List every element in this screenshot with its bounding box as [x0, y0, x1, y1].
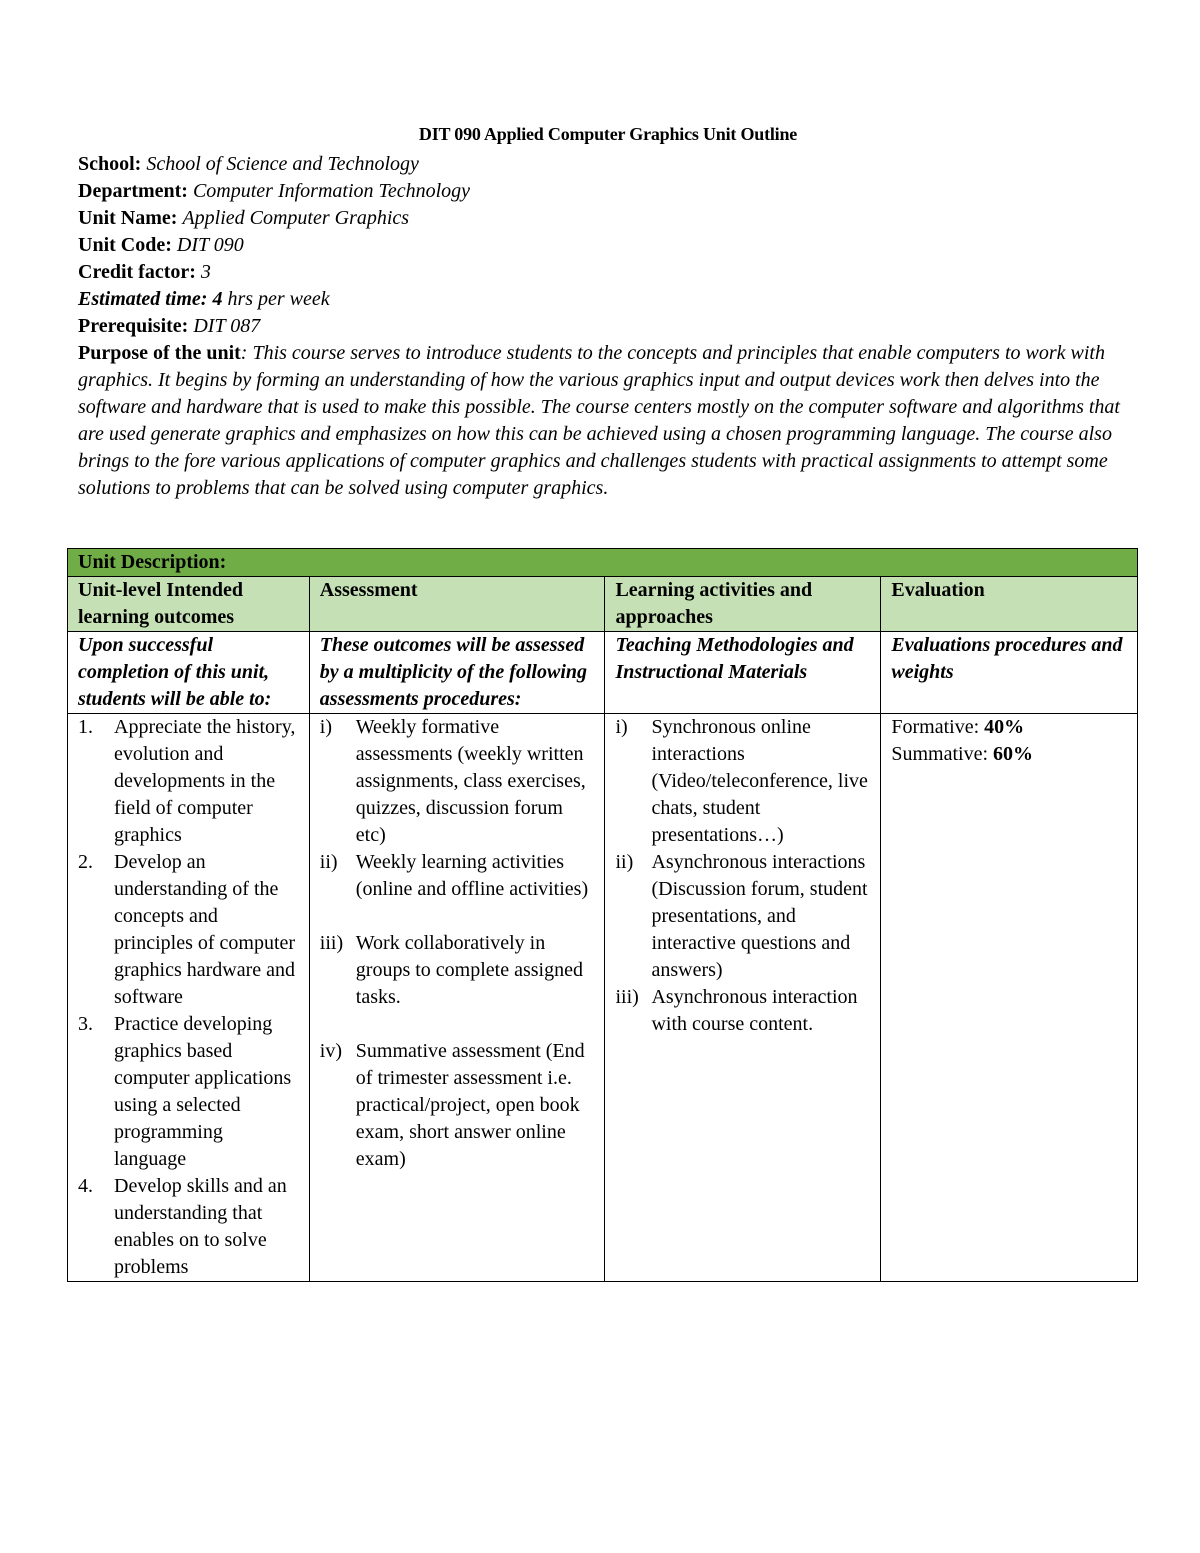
- subheader-assessment: These outcomes will be assessed by a multiplicity of the following assessments procedures:: [309, 632, 605, 714]
- outcome-text: Practice developing graphics based computer applications using a selected programming language: [114, 1013, 292, 1170]
- spacer: [320, 903, 595, 930]
- purpose-text: : This course serves to introduce students to the concepts and principles that enable computers to work with graphics. It begins by forming an understanding of how the various graphics input and output devices work then delves into the software and hardware that is used to make this possible. The course centers mostly on the computer software and algorithms that are used generate graphics and emphasizes on how this can be achieved using a chosen programming language. The course also brings to the fore various applications of computer graphics and challenges students with practical assignments to attempt some solutions to problems that can be solved using computer graphics.: [78, 342, 1120, 499]
- list-marker: ii): [615, 851, 634, 873]
- content-row: [68, 714, 1138, 1282]
- credit-factor-line: [78, 259, 1138, 286]
- estimated-time-unit: hrs per week: [227, 288, 330, 310]
- list-marker: i): [615, 716, 628, 738]
- purpose-paragraph: [78, 340, 1138, 502]
- department-label: Department:: [78, 180, 188, 202]
- outcome-text: Develop an understanding of the concepts and principles of computer graphics hardware and software: [114, 851, 296, 1008]
- assessment-text: Weekly formative assessments (weekly written assignments, class exercises, quizzes, discussion forum etc): [355, 716, 586, 846]
- formative-value: 40%: [984, 716, 1025, 738]
- department-line: [78, 178, 1138, 205]
- outcome-text: Develop skills and an understanding that enables on to solve problems: [114, 1175, 287, 1278]
- list-item: [320, 849, 595, 903]
- list-item: [320, 714, 595, 849]
- list-marker: 3.: [78, 1013, 93, 1035]
- subheader-activities: Teaching Methodologies and Instructional Materials: [605, 632, 881, 714]
- unit-name-line: [78, 205, 1138, 232]
- unit-description-label: Unit Description:: [68, 549, 1138, 577]
- school-line: [78, 151, 1138, 178]
- school-label: School:: [78, 153, 142, 175]
- list-marker: iii): [319, 932, 344, 954]
- unit-description-row: [68, 549, 1138, 577]
- assessment-text: Work collaboratively in groups to complete assigned tasks.: [355, 932, 583, 1008]
- list-item: [78, 714, 299, 849]
- unit-name-value: Applied Computer Graphics: [182, 207, 410, 229]
- document-page: [78, 124, 1138, 502]
- department-value: Computer Information Technology: [192, 180, 470, 202]
- header-activities: Learning activities and approaches: [605, 577, 881, 632]
- summative-value: 60%: [993, 743, 1034, 765]
- list-item: [615, 714, 870, 849]
- list-marker: iv): [319, 1040, 342, 1062]
- assessment-list: [320, 714, 595, 1173]
- purpose-label: Purpose of the unit: [78, 342, 241, 364]
- unit-code-line: [78, 232, 1138, 259]
- prerequisite-line: [78, 313, 1138, 340]
- credit-factor-value: 3: [200, 261, 211, 283]
- estimated-time-line: [78, 286, 1138, 313]
- list-marker: 1.: [78, 716, 93, 738]
- spacer: [320, 1011, 595, 1038]
- list-marker: ii): [319, 851, 338, 873]
- unit-code-value: DIT 090: [176, 234, 244, 256]
- header-assessment: Assessment: [309, 577, 605, 632]
- list-marker: 2.: [78, 851, 93, 873]
- document-title: DIT 090 Applied Computer Graphics Unit Outline: [418, 124, 798, 144]
- formative-line: [891, 714, 1127, 741]
- credit-factor-label: Credit factor:: [78, 261, 196, 283]
- list-item: [615, 984, 870, 1038]
- prerequisite-value: DIT 087: [193, 315, 261, 337]
- summative-line: [891, 741, 1127, 768]
- list-item: [320, 930, 595, 1011]
- header-evaluation: Evaluation: [881, 577, 1138, 632]
- list-item: [78, 849, 299, 1011]
- assessment-cell: [309, 714, 605, 1282]
- outcomes-list: [78, 714, 299, 1281]
- header-row: [68, 577, 1138, 632]
- activity-text: Asynchronous interactions (Discussion forum, student presentations, and interactive questions and answers): [651, 851, 868, 981]
- list-marker: 4.: [78, 1175, 93, 1197]
- activities-list: [615, 714, 870, 1038]
- list-item: [78, 1173, 299, 1281]
- outcomes-cell: [68, 714, 310, 1282]
- list-item: [78, 1011, 299, 1173]
- list-item: [615, 849, 870, 984]
- assessment-text: Weekly learning activities (online and offline activities): [355, 851, 589, 900]
- header-outcomes: Unit-level Intended learning outcomes: [68, 577, 310, 632]
- outcome-text: Appreciate the history, evolution and developments in the field of computer graphics: [114, 716, 296, 846]
- formative-label: Formative:: [891, 716, 980, 738]
- subheader-row: [68, 632, 1138, 714]
- evaluation-cell: [881, 714, 1138, 1282]
- assessment-text: Summative assessment (End of trimester assessment i.e. practical/project, open book exam, short answer online exam): [355, 1040, 585, 1170]
- list-item: [320, 1038, 595, 1173]
- activity-text: Synchronous online interactions (Video/teleconference, live chats, student presentations…): [651, 716, 868, 846]
- activity-text: Asynchronous interaction with course content.: [651, 986, 858, 1035]
- activities-cell: [605, 714, 881, 1282]
- subheader-outcomes: Upon successful completion of this unit, students will be able to:: [68, 632, 310, 714]
- list-marker: i): [319, 716, 332, 738]
- unit-name-label: Unit Name:: [78, 207, 178, 229]
- estimated-time-hours: 4: [212, 288, 223, 310]
- summative-label: Summative:: [891, 743, 989, 765]
- list-marker: iii): [615, 986, 639, 1008]
- subheader-evaluation: Evaluations procedures and weights: [881, 632, 1138, 714]
- unit-code-label: Unit Code:: [78, 234, 172, 256]
- school-value: School of Science and Technology: [146, 153, 419, 175]
- prerequisite-label: Prerequisite:: [78, 315, 189, 337]
- estimated-time-label: Estimated time:: [78, 288, 208, 310]
- unit-description-table: [67, 548, 1138, 1282]
